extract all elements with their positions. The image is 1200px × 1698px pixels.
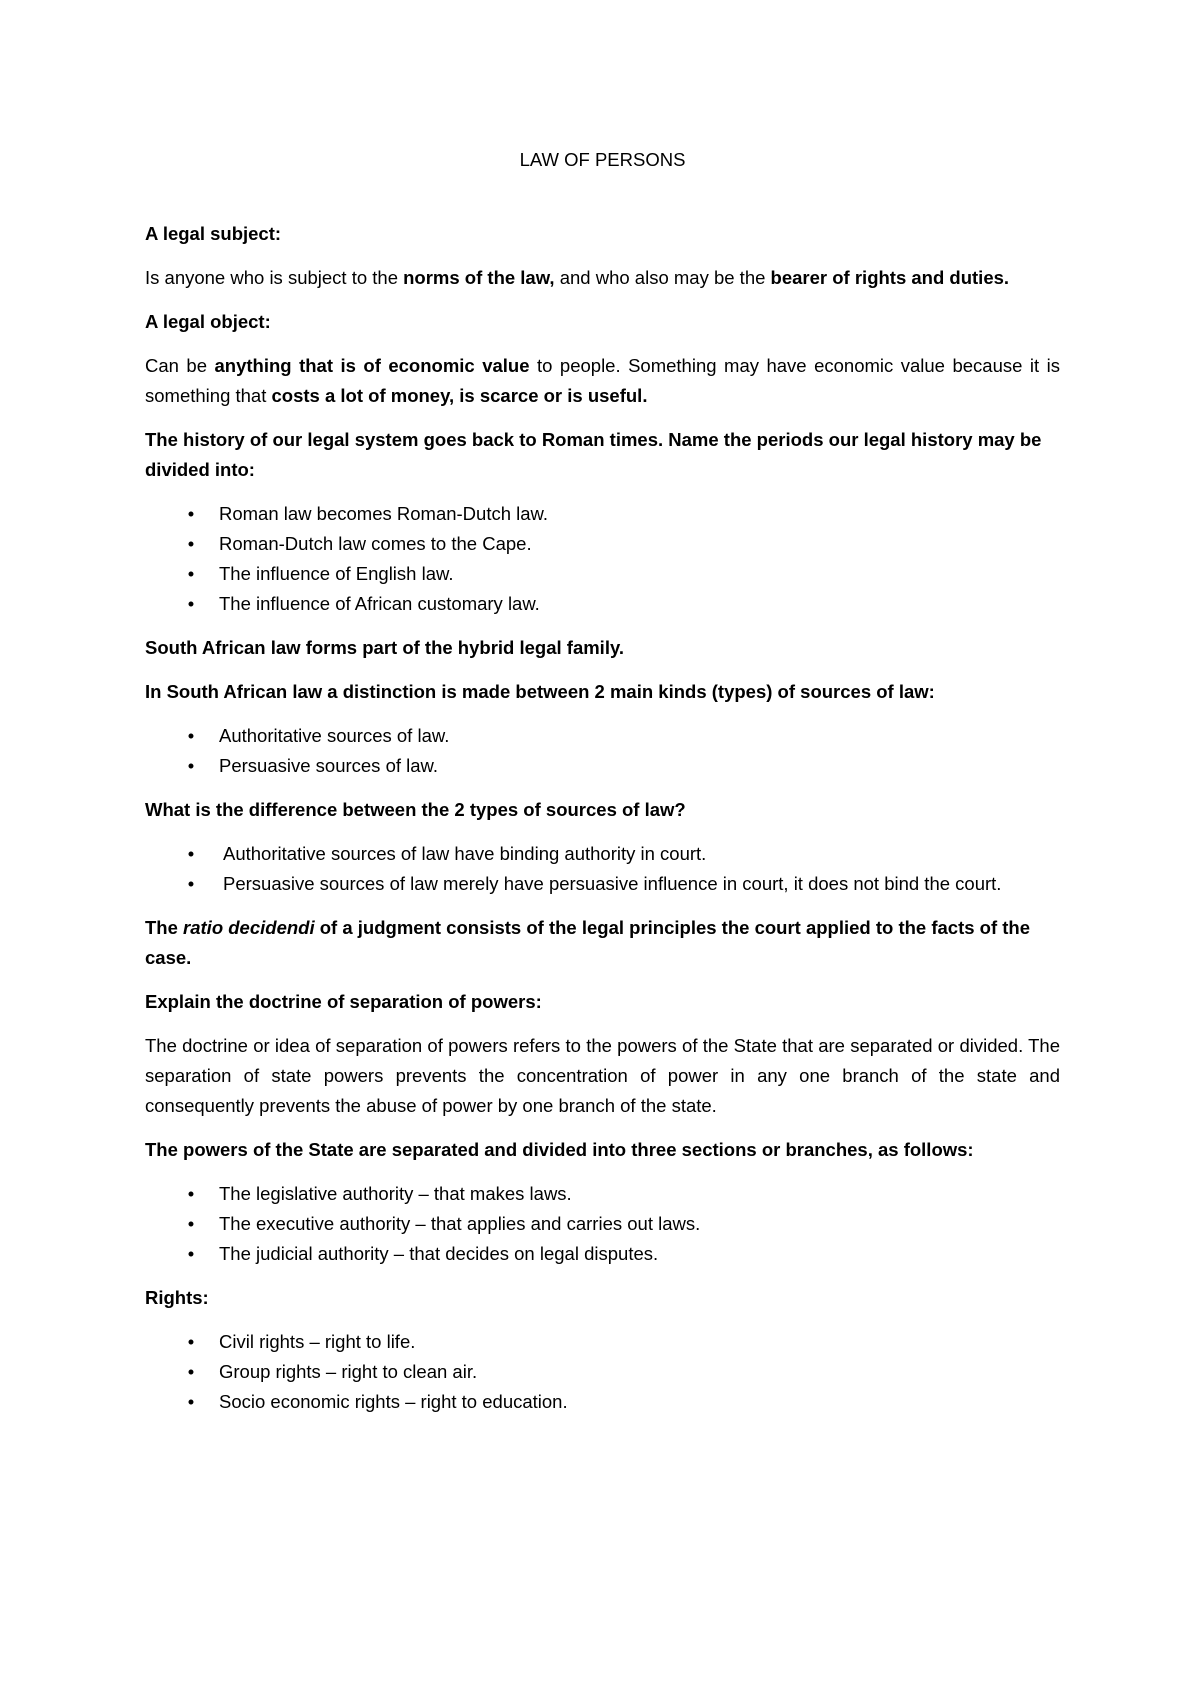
bullet-icon: • [187, 1243, 195, 1264]
rights-heading: Rights: [145, 1287, 209, 1308]
list-item [145, 839, 1060, 869]
bullet-icon: • [187, 725, 195, 746]
list-item [145, 1179, 1060, 1209]
list-item-text: The influence of African customary law. [219, 593, 540, 614]
bullet-icon: • [187, 1331, 195, 1352]
hybrid-statement: South African law forms part of the hybrid legal family. [145, 637, 625, 658]
list-item [145, 1357, 1060, 1387]
separation-paragraph: The doctrine or idea of separation of powers refers to the powers of the State that are separated or divided. The separation of state powers prevents the concentration of power in any one branch of the state and consequently prevents the abuse of power by one branch of the state. [145, 1035, 1060, 1116]
list-item [145, 589, 1060, 619]
legal-object-paragraph [145, 351, 1060, 411]
list-item [145, 869, 1060, 899]
list-item-text: Authoritative sources of law. [219, 725, 450, 746]
sources-heading: In South African law a distinction is made between 2 main kinds (types) of sources of law: [145, 681, 935, 702]
bullet-icon: • [187, 503, 195, 524]
ratio-decidendi-statement [145, 913, 1060, 973]
list-item-text: Persuasive sources of law merely have persuasive influence in court, it does not bind the court. [223, 873, 1002, 894]
bullet-icon: • [187, 873, 195, 894]
difference-heading: What is the difference between the 2 types of sources of law? [145, 799, 686, 820]
bullet-icon: • [187, 533, 195, 554]
list-item [145, 721, 1060, 751]
bold-run: anything that is of economic value [214, 355, 530, 376]
text-run: Can be [145, 355, 215, 376]
list-item-text: Roman law becomes Roman-Dutch law. [219, 503, 549, 524]
sources-list [145, 721, 1060, 781]
document-title: LAW OF PERSONS [519, 149, 686, 170]
branches-heading: The powers of the State are separated and divided into three sections or branches, as follows: [145, 1139, 974, 1160]
list-item-text: Roman-Dutch law comes to the Cape. [219, 533, 532, 554]
legal-subject-paragraph [145, 263, 1060, 293]
list-item-text: Civil rights – right to life. [219, 1331, 416, 1352]
list-item-text: The executive authority – that applies and carries out laws. [219, 1213, 701, 1234]
text-run: and who also may be the [554, 267, 771, 288]
document-content [145, 145, 1060, 1431]
list-item-text: The judicial authority – that decides on legal disputes. [219, 1243, 659, 1264]
list-item [145, 1209, 1060, 1239]
history-heading: The history of our legal system goes back to Roman times. Name the periods our legal history may be divided into: [145, 429, 1042, 480]
list-item-text: The influence of English law. [219, 563, 454, 584]
bullet-icon: • [187, 1213, 195, 1234]
list-item [145, 1327, 1060, 1357]
italic-run: ratio decidendi [183, 917, 315, 938]
text-run: to people. Something may have economic value because it is something that [145, 355, 1060, 406]
text-run: The [145, 917, 184, 938]
text-run: Is anyone who is subject to the [145, 267, 404, 288]
bold-run: costs a lot of money, is scarce or is useful. [271, 385, 648, 406]
bold-run: norms of the law, [403, 267, 555, 288]
list-item-text: Persuasive sources of law. [219, 755, 439, 776]
bullet-icon: • [187, 755, 195, 776]
history-list [145, 499, 1060, 619]
list-item [145, 1239, 1060, 1269]
list-item-text: Authoritative sources of law have binding authority in court. [223, 843, 707, 864]
list-item [145, 751, 1060, 781]
bullet-icon: • [187, 843, 195, 864]
list-item [145, 559, 1060, 589]
list-item [145, 1387, 1060, 1417]
separation-heading: Explain the doctrine of separation of powers: [145, 991, 542, 1012]
bullet-icon: • [187, 593, 195, 614]
bold-run: bearer of rights and duties. [770, 267, 1010, 288]
bullet-icon: • [187, 1183, 195, 1204]
bullet-icon: • [187, 563, 195, 584]
legal-subject-heading: A legal subject: [145, 223, 282, 244]
list-item-text: The legislative authority – that makes laws. [219, 1183, 572, 1204]
bullet-icon: • [187, 1391, 195, 1412]
list-item-text: Socio economic rights – right to education. [219, 1391, 568, 1412]
difference-list [145, 839, 1060, 899]
text-run: of a judgment consists of the legal principles the court applied to the facts of the case. [145, 917, 1031, 968]
list-item-text: Group rights – right to clean air. [219, 1361, 478, 1382]
legal-object-heading: A legal object: [145, 311, 271, 332]
list-item [145, 529, 1060, 559]
rights-list [145, 1327, 1060, 1417]
bullet-icon: • [187, 1361, 195, 1382]
branches-list [145, 1179, 1060, 1269]
list-item [145, 499, 1060, 529]
